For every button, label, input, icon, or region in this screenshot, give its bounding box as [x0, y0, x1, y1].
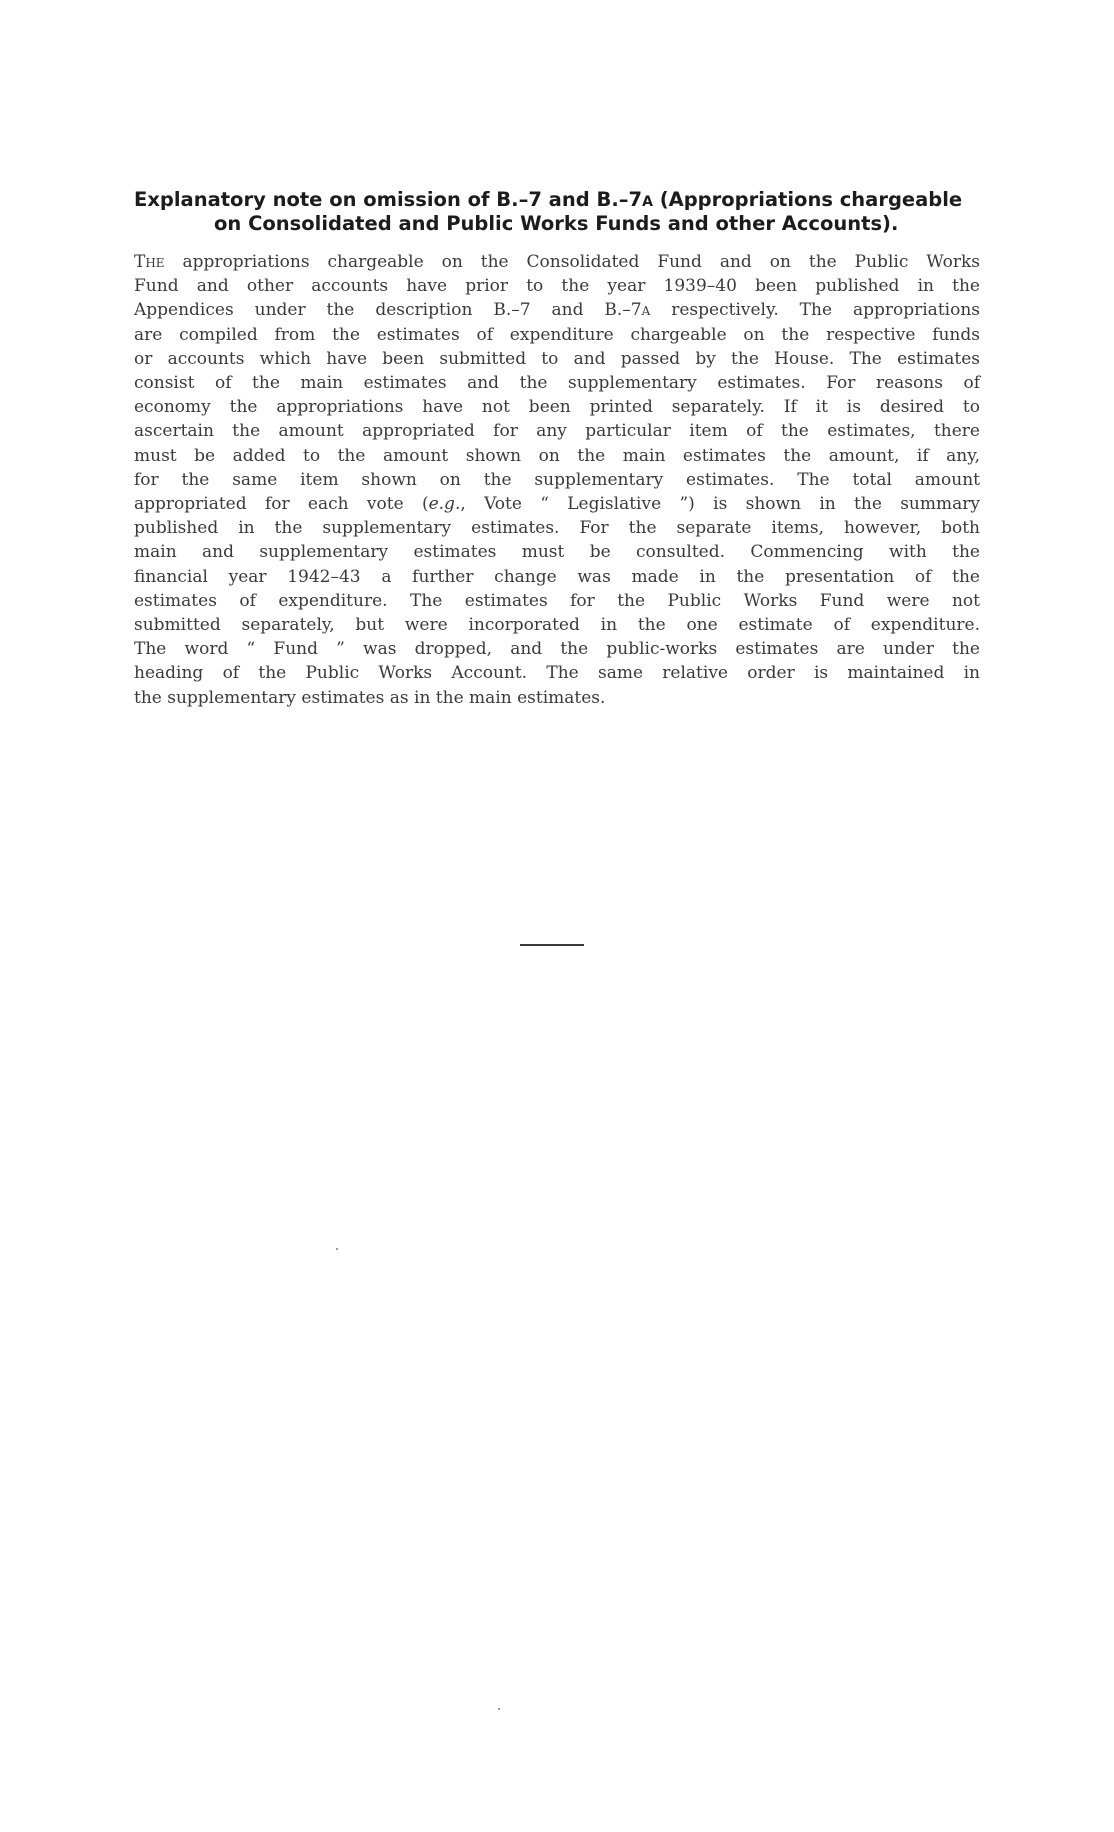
paragraph-italic: e.g.: [428, 494, 461, 515]
heading-suffix: a: [642, 188, 653, 211]
paragraph-line: economy the appropriations have not been printed separately. If it is desired to: [134, 397, 980, 418]
paragraph-line: The word “ Fund ” was dropped, and the public-works estimates are under the: [134, 639, 980, 660]
closing-rule: [520, 944, 584, 946]
paragraph-line: are compiled from the estimates of expenditure chargeable on the respective funds: [134, 324, 980, 345]
paragraph-line: for the same item shown on the supplementary estimates. The total amount: [134, 469, 980, 490]
paragraph-line: main and supplementary estimates must be consulted. Commencing with the: [134, 542, 980, 563]
scan-speck: [336, 1248, 338, 1250]
paragraph-line: financial year 1942–43 a further change was made in the presentation of the: [134, 566, 980, 587]
heading-line-2: on Consolidated and Public Works Funds and other Accounts).: [214, 212, 899, 235]
paragraph-line: published in the supplementary estimates. For the separate items, however, both: [134, 518, 980, 539]
paragraph-line: estimates of expenditure. The estimates for the Public Works Fund were not: [134, 590, 980, 611]
body-paragraph: [134, 250, 980, 710]
scan-speck: [498, 1708, 500, 1710]
paragraph-suffix: a: [641, 300, 651, 321]
paragraph-line: submitted separately, but were incorporated in the one estimate of expenditure.: [134, 615, 980, 636]
paragraph-line: heading of the Public Works Account. The same relative order is maintained in: [134, 663, 980, 684]
paragraph-line: the supplementary estimates as in the main estimates.: [134, 687, 606, 708]
paragraph-line: ascertain the amount appropriated for any particular item of the estimates, there: [134, 421, 980, 442]
paragraph-line: must be added to the amount shown on the main estimates the amount, if any,: [134, 445, 980, 466]
paragraph-line: or accounts which have been submitted to and passed by the House. The estimates: [134, 348, 980, 369]
paragraph-line: appropriated for each vote (e.g., Vote “ Legislative ”) is shown in the summary: [134, 494, 980, 515]
paragraph-line: Appendices under the description B.–7 and B.–7a respectively. The appropriations: [134, 300, 980, 321]
paragraph-line: consist of the main estimates and the supplementary estimates. For reasons of: [134, 373, 980, 394]
document-heading: [134, 188, 980, 236]
paragraph-line: Fund and other accounts have prior to the year 1939–40 been published in the: [134, 276, 980, 297]
paragraph-line: The appropriations chargeable on the Consolidated Fund and on the Public Works: [134, 252, 980, 272]
heading-line-1: Explanatory note on omission of B.–7 and B.–7a (Appropriations chargeable: [134, 188, 963, 211]
paragraph-lead: The: [134, 252, 165, 272]
